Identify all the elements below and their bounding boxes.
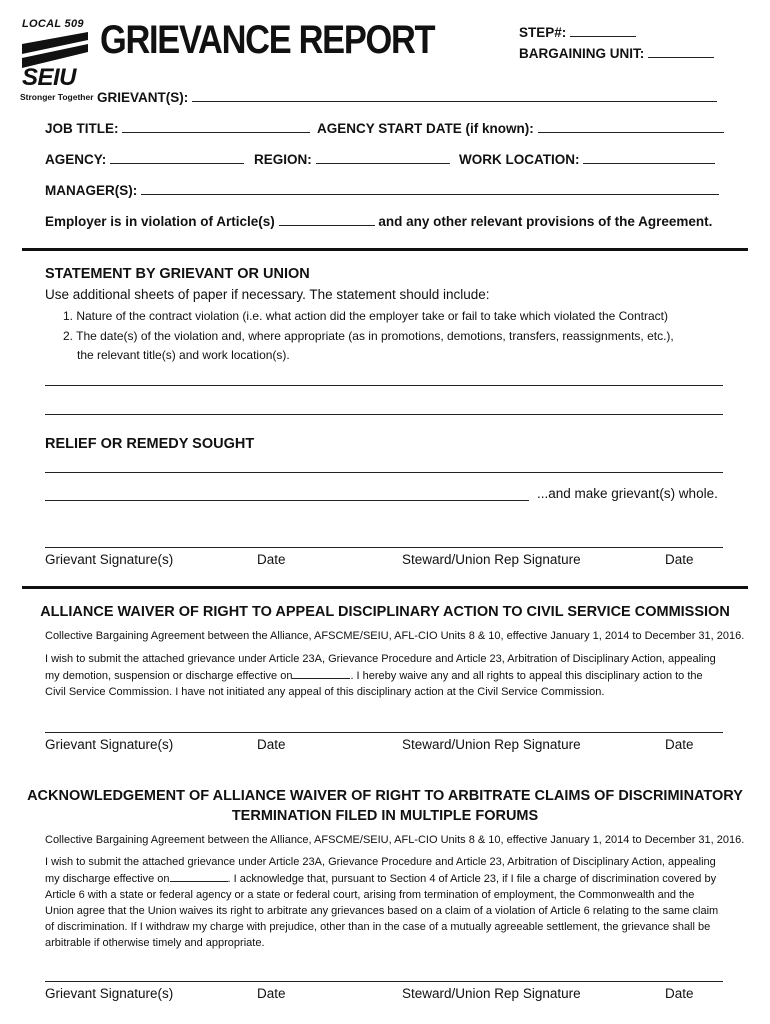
date-label: Date [665, 986, 694, 1001]
ack-paragraph [45, 854, 718, 951]
violation-field [45, 213, 712, 229]
date-label: Date [665, 552, 694, 567]
ack-line-1: I wish to submit the attached grievance under Article 23A, Grievance Procedure and Article 23, Arbitration of Disciplinary Action, appealing [45, 856, 716, 868]
waiver-agreement: Collective Bargaining Agreement between the Alliance, AFSCME/SEIU, AFL-CIO Units 8 & 10, effective January 1, 2014 to December 31, 2016. [45, 630, 745, 642]
relief-whole-text: ...and make grievant(s) whole. [537, 486, 718, 501]
waiver-date-input[interactable] [292, 667, 350, 679]
grievant-signature-label: Grievant Signature(s) [45, 986, 174, 1001]
logo-tagline: Stronger Together [20, 92, 94, 102]
bargaining-field [519, 45, 714, 61]
grievant-input[interactable] [192, 89, 717, 102]
logo-top-text: LOCAL 509 [22, 18, 84, 30]
job-title-field [45, 120, 310, 136]
managers-label: MANAGER(S): [45, 183, 138, 198]
agency-start-field [317, 120, 724, 136]
signature-line[interactable] [45, 732, 723, 733]
agency-start-input[interactable] [538, 120, 724, 133]
ack-agreement: Collective Bargaining Agreement between the Alliance, AFSCME/SEIU, AFL-CIO Units 8 & 10, effective January 1, 2014 to December 31, 2016. [45, 834, 745, 846]
ack-line-5: of discrimination. If I withdraw my charge with prejudice, other than in the case of a mutually agreeable settlement, the grievance shall be [45, 921, 711, 933]
ack-title-line-1: ACKNOWLEDGEMENT OF ALLIANCE WAIVER OF RIGHT TO ARBITRATE CLAIMS OF DISCRIMINATORY [27, 788, 743, 804]
article-input[interactable] [279, 213, 375, 226]
job-title-input[interactable] [122, 120, 310, 133]
violation-post-text: and any other relevant provisions of the Agreement. [378, 214, 713, 229]
grievant-label: GRIEVANT(S): [97, 90, 189, 105]
date-label: Date [257, 552, 286, 567]
grievant-signature-label: Grievant Signature(s) [45, 552, 174, 567]
statement-line-1[interactable] [45, 385, 723, 386]
grievant-signature-label: Grievant Signature(s) [45, 737, 174, 752]
statement-line-2[interactable] [45, 414, 723, 415]
ack-line-2b: . I acknowledge that, pursuant to Section 4 of Article 23, if I file a charge of discrimination covered by [227, 873, 717, 885]
signature-line[interactable] [45, 981, 723, 982]
step-field [519, 24, 636, 40]
agency-field [45, 151, 244, 167]
region-label: REGION: [254, 152, 312, 167]
ack-line-3: Article 6 with a state or federal agency or a state or federal court, arising from termination of employment, the Commonwealth and the [45, 889, 695, 901]
bargaining-input[interactable] [648, 45, 714, 58]
date-label: Date [257, 737, 286, 752]
waiver-line-2 [45, 667, 716, 684]
ack-line-4: Union agree that the Union waives its right to arbitrate any grievances based on a claim of a violation of Article 6 relating to the same claim [45, 905, 719, 917]
ack-line-2 [45, 870, 718, 887]
statement-item-1: 1. Nature of the contract violation (i.e. what action did the employer take or fail to take which violated the Contract) [63, 309, 668, 323]
work-location-label: WORK LOCATION: [459, 152, 580, 167]
ack-title-line-2: TERMINATION FILED IN MULTIPLE FORUMS [231, 808, 539, 824]
divider [22, 248, 748, 251]
page-title: GRIEVANCE REPORT [100, 18, 435, 62]
statement-item-2b: the relevant title(s) and work location(s). [77, 348, 290, 362]
divider [22, 586, 748, 589]
waiver-paragraph [45, 651, 716, 700]
steward-signature-label: Steward/Union Rep Signature [402, 737, 581, 752]
managers-input[interactable] [141, 182, 719, 195]
statement-item-2a: 2. The date(s) of the violation and, where appropriate (as in promotions, demotions, transfers, reassignments, etc.), [63, 329, 674, 343]
violation-pre-text: Employer is in violation of Article(s) [45, 214, 275, 229]
region-field [254, 151, 450, 167]
logo [20, 18, 92, 100]
ack-line-2a: my discharge effective on [45, 873, 170, 885]
statement-title: STATEMENT BY GRIEVANT OR UNION [45, 266, 310, 282]
agency-start-label: AGENCY START DATE (if known): [317, 121, 534, 136]
logo-brand: SEIU [22, 64, 77, 91]
relief-line-1[interactable] [45, 472, 723, 473]
relief-line-2[interactable] [45, 500, 529, 501]
step-input[interactable] [570, 24, 636, 37]
steward-signature-label: Steward/Union Rep Signature [402, 986, 581, 1001]
grievant-field [97, 89, 717, 105]
agency-label: AGENCY: [45, 152, 107, 167]
waiver-line-1: I wish to submit the attached grievance under Article 23A, Grievance Procedure and Article 23, Arbitration of Disciplinary Action, appealing [45, 653, 716, 665]
bargaining-label: BARGAINING UNIT: [519, 46, 645, 61]
date-label: Date [665, 737, 694, 752]
agency-input[interactable] [110, 151, 244, 164]
steward-signature-label: Steward/Union Rep Signature [402, 552, 581, 567]
waiver-line-3: Civil Service Commission. I have not initiated any appeal of this disciplinary action at the Civil Service Commission. [45, 686, 605, 698]
date-label: Date [257, 986, 286, 1001]
relief-title: RELIEF OR REMEDY SOUGHT [45, 436, 255, 452]
waiver-line-2b: . I hereby waive any and all rights to appeal this disciplinary action to the [350, 670, 703, 682]
work-location-field [459, 151, 715, 167]
work-location-input[interactable] [583, 151, 715, 164]
region-input[interactable] [316, 151, 450, 164]
job-title-label: JOB TITLE: [45, 121, 119, 136]
ack-date-input[interactable] [170, 870, 228, 882]
step-label: STEP#: [519, 25, 567, 40]
managers-field [45, 182, 719, 198]
waiver-title: ALLIANCE WAIVER OF RIGHT TO APPEAL DISCIPLINARY ACTION TO CIVIL SERVICE COMMISSION [40, 604, 730, 620]
statement-intro: Use additional sheets of paper if necessary. The statement should include: [45, 287, 490, 302]
ack-line-6: arbitrable if otherwise timely and appropriate. [45, 937, 265, 949]
waiver-line-2a: my demotion, suspension or discharge effective on [45, 670, 293, 682]
signature-line[interactable] [45, 547, 723, 548]
